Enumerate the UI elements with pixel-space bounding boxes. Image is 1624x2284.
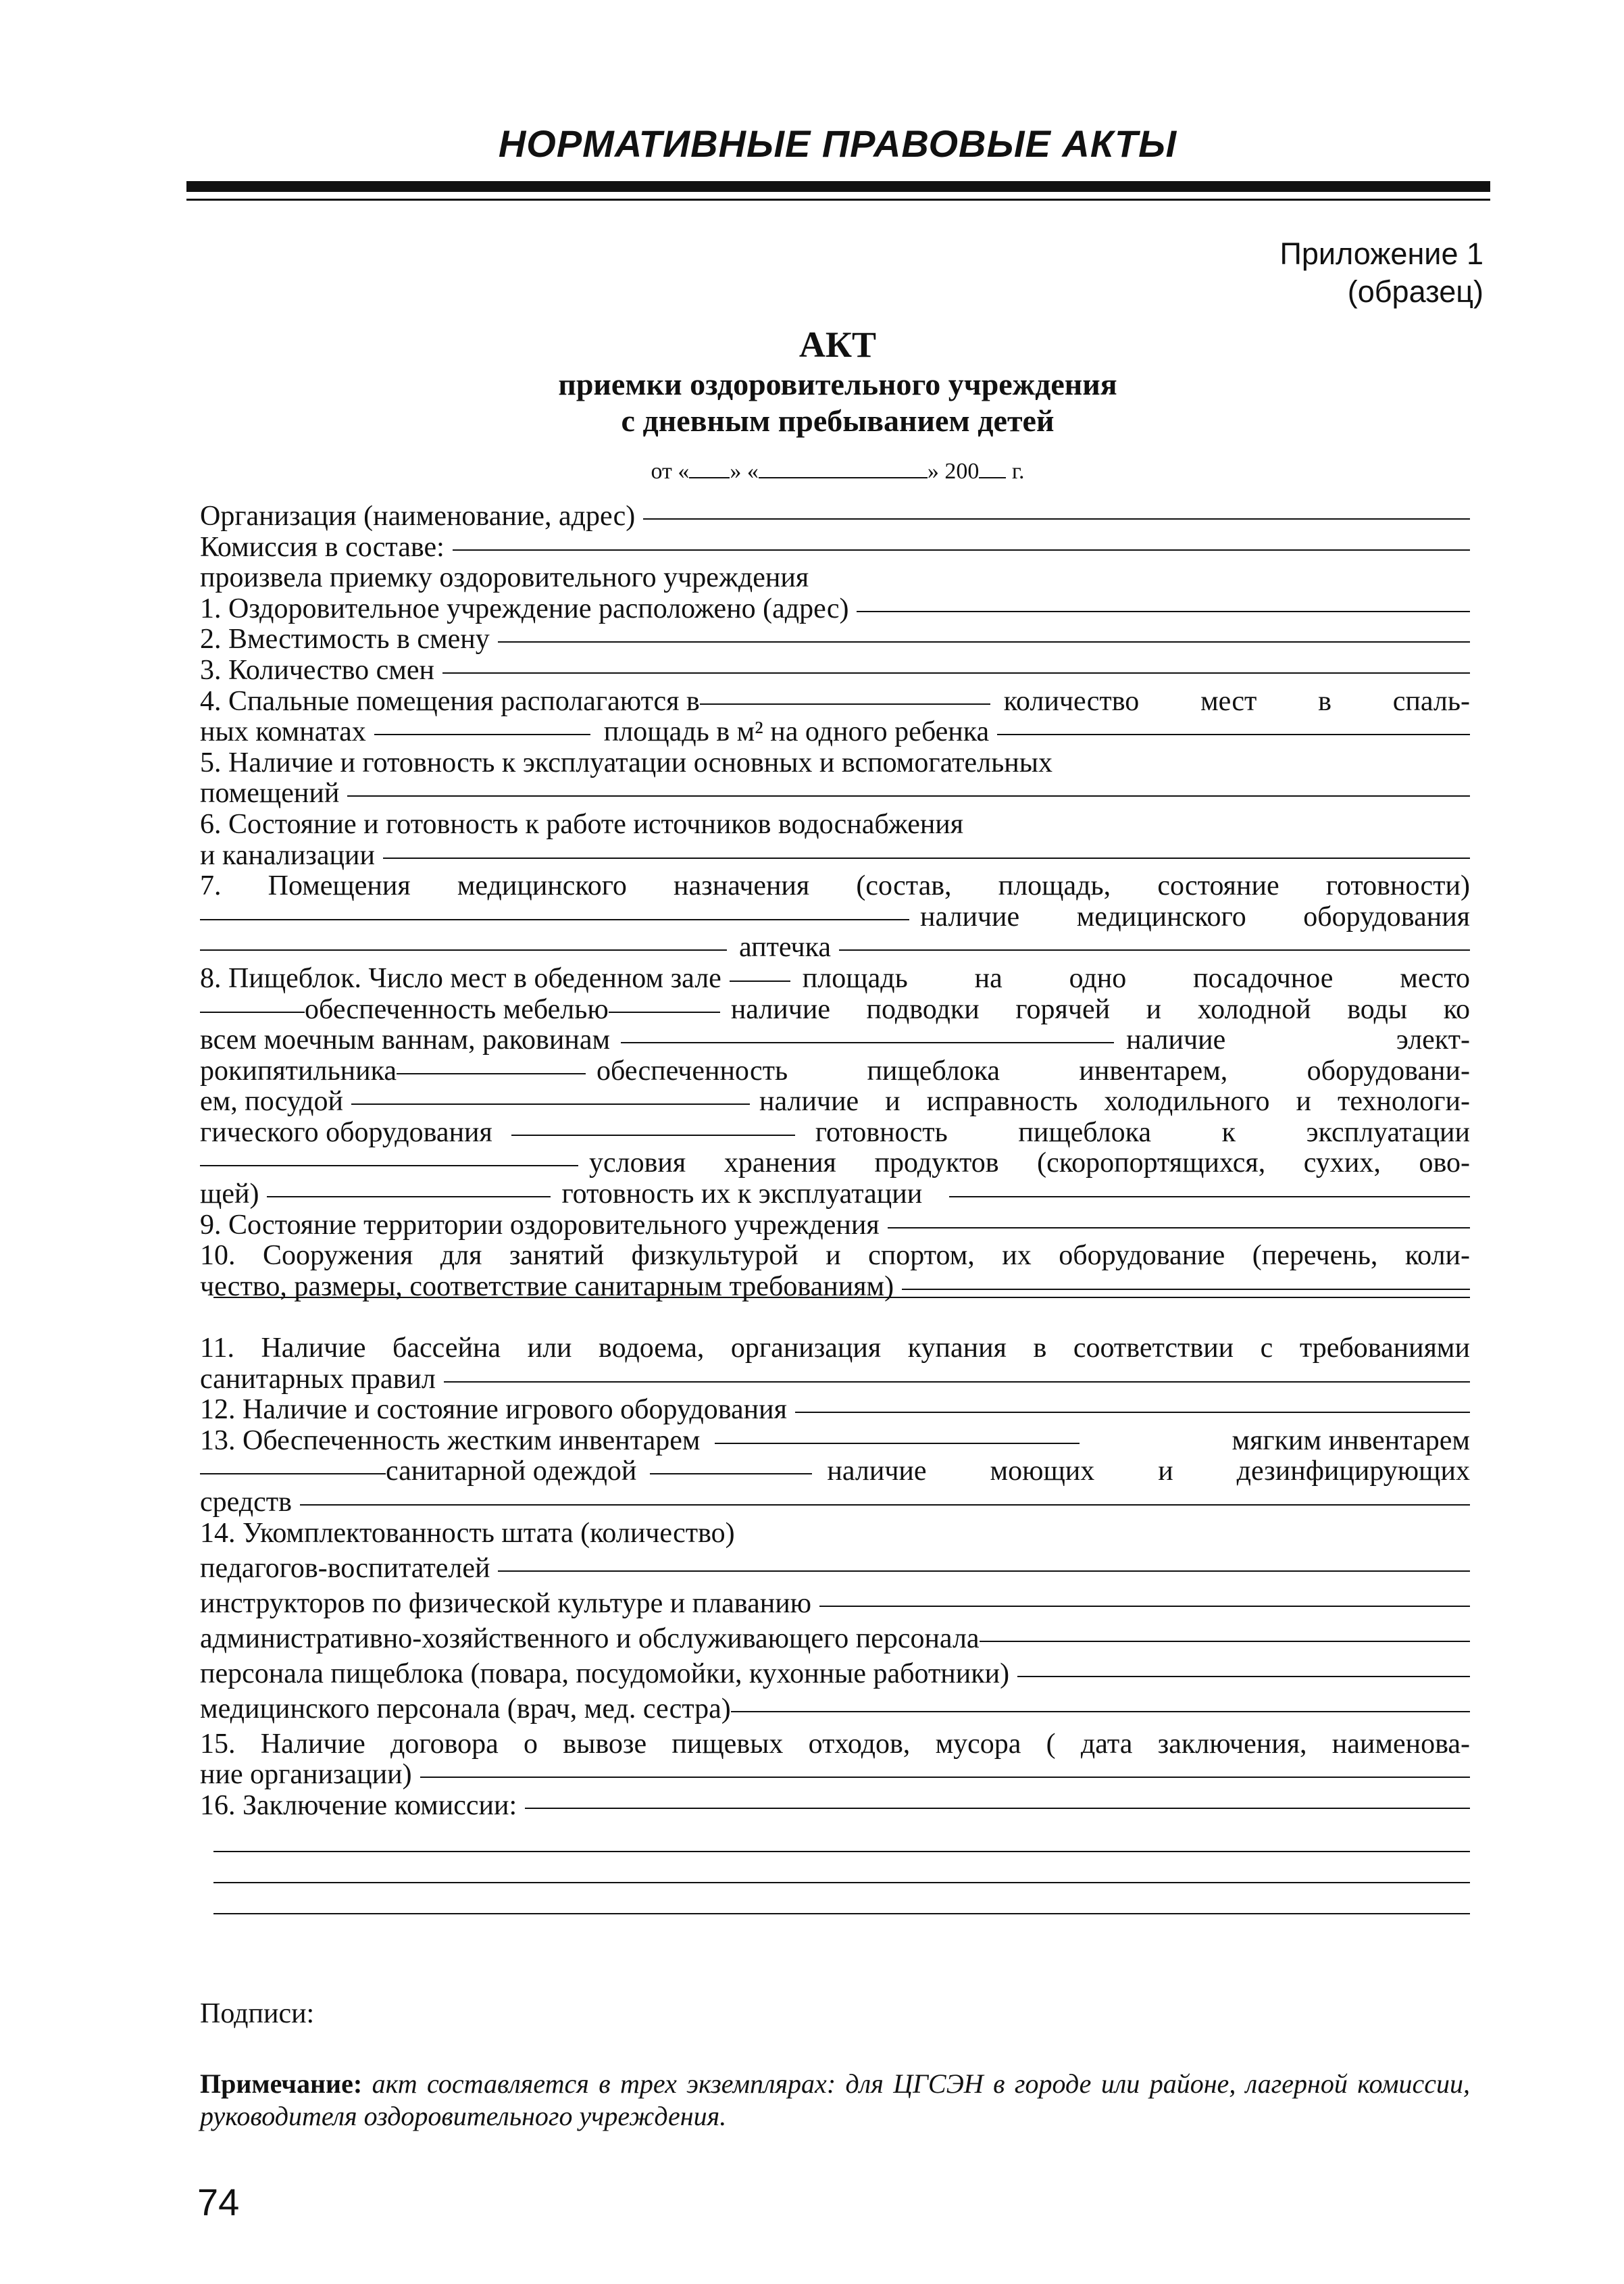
field-label-10a: 10. Сооружения для занятий физкультурой и спортом, их оборудование (перечень, коли-	[200, 1240, 1470, 1272]
field-label-14d: персонала пищеблока (повара, посудомойки, кухонные работники)	[200, 1658, 1010, 1689]
field-label-8b1: обеспеченность мебелью	[305, 993, 609, 1025]
fill-line-3[interactable]	[442, 672, 1470, 674]
field-label-10b: чество, размеры, соответствие санитарным требованиям)	[200, 1270, 894, 1302]
field-label-7a: 7. Помещения медицинского назначения (состав, площадь, состояние готовности)	[200, 870, 1470, 902]
field-label-13b2: наличие моющих и дезинфицирующих	[827, 1456, 1470, 1487]
field-label-15b: ние организации)	[200, 1759, 412, 1791]
field-label-13c: средств	[200, 1487, 292, 1518]
fill-line-13b1[interactable]	[200, 1473, 386, 1474]
fill-line-8a[interactable]	[730, 980, 790, 982]
fill-line-9[interactable]	[888, 1227, 1470, 1228]
fill-line-13c[interactable]	[300, 1504, 1470, 1506]
fill-line-org[interactable]	[643, 518, 1470, 520]
fill-line-8e[interactable]	[351, 1103, 750, 1105]
title-sub-2: с дневным пребыванием детей	[621, 403, 1055, 438]
fill-line-14d[interactable]	[1017, 1676, 1470, 1677]
fill-line-7b[interactable]	[200, 949, 727, 951]
fill-line-13a[interactable]	[715, 1443, 1080, 1444]
field-label-8d2: обеспеченность пищеблока инвентарем, оборудовани-	[597, 1055, 1470, 1087]
note	[200, 2068, 1470, 2133]
header-rule-thin	[186, 199, 1490, 201]
fill-line-11[interactable]	[444, 1381, 1470, 1383]
appendix-line-2: (образец)	[1347, 274, 1483, 309]
field-label-8h1: щей)	[200, 1178, 259, 1210]
fill-line-8f[interactable]	[511, 1135, 795, 1136]
field-label-13a1: 13. Обеспеченность жестким инвентарем	[200, 1424, 701, 1456]
fill-line-8d[interactable]	[397, 1073, 586, 1074]
field-label-6a: 6. Состояние и готовность к работе источников водоснабжения	[200, 808, 964, 840]
page-number: 74	[197, 2181, 240, 2223]
fill-line-14a[interactable]	[498, 1570, 1470, 1572]
field-label-4d: площадь в м² на одного ребенка	[603, 716, 990, 748]
fill-line-15[interactable]	[420, 1777, 1470, 1778]
fill-line-7c[interactable]	[839, 949, 1470, 951]
field-label-14e: медицинского персонала (врач, мед. сестра)	[200, 1693, 731, 1724]
date-prefix: от «	[651, 459, 690, 484]
date-suffix: г.	[1006, 459, 1025, 484]
conclusion-line-1[interactable]	[213, 1821, 1470, 1852]
conclusion-line-2[interactable]	[213, 1852, 1470, 1883]
fill-line-12[interactable]	[795, 1412, 1470, 1413]
appendix-line-1: Приложение 1	[1279, 237, 1483, 271]
fill-line-4c[interactable]	[374, 734, 590, 735]
field-label-7b: наличие медицинского оборудования	[920, 901, 1470, 933]
fill-line-14e[interactable]	[731, 1711, 1470, 1712]
field-label-7c: аптечка	[739, 932, 832, 964]
field-label-14: 14. Укомплектованность штата (количество)	[200, 1517, 735, 1549]
conclusion-line-3[interactable]	[213, 1883, 1470, 1914]
field-label-8f2: готовность пищеблока к эксплуатации	[815, 1116, 1470, 1148]
field-label-2: 2. Вместимость в смену	[200, 624, 490, 655]
field-label-14c: административно-хозяйственного и обслуживающего персонала	[200, 1622, 980, 1654]
note-label: Примечание:	[200, 2068, 363, 2099]
field-label-13b1: санитарной одеждой	[386, 1456, 637, 1487]
document-title	[189, 323, 1486, 439]
field-label-5b: помещений	[200, 778, 340, 810]
field-label-8d1: рокипятильника	[200, 1055, 397, 1087]
field-label-3: 3. Количество смен	[200, 654, 434, 686]
field-label-14a: педагогов-воспитателей	[200, 1552, 490, 1584]
fill-line-8b2[interactable]	[609, 1012, 720, 1013]
field-label-8e2: наличие и исправность холодильного и технологи-	[759, 1086, 1470, 1118]
date-month-blank[interactable]	[759, 457, 928, 478]
fill-line-16[interactable]	[525, 1808, 1470, 1809]
field-label-8h2: готовность их к эксплуатации	[561, 1178, 923, 1210]
field-label-6b: и канализации	[200, 839, 375, 871]
fill-line-8c[interactable]	[621, 1042, 1114, 1043]
section-header: НОРМАТИВНЫЕ ПРАВОВЫЕ АКТЫ	[498, 122, 1177, 165]
field-label-8a1: 8. Пищеблок. Число мест в обеденном зале	[200, 962, 721, 994]
fill-line-10a[interactable]	[902, 1289, 1470, 1290]
field-label-commission: Комиссия в составе:	[200, 531, 445, 563]
field-label-4b: количество мест в спаль-	[1003, 685, 1470, 717]
fill-line-8h1[interactable]	[267, 1196, 551, 1197]
date-year-blank[interactable]	[979, 457, 1006, 478]
date-mid-1: » «	[730, 459, 759, 484]
fill-line-8h2[interactable]	[949, 1196, 1470, 1197]
field-label-9: 9. Состояние территории оздоровительного учреждения	[200, 1209, 880, 1241]
field-label-16: 16. Заключение комиссии:	[200, 1789, 517, 1821]
field-label-1: 1. Оздоровительное учреждение расположено (адрес)	[200, 593, 849, 624]
fill-line-8b1[interactable]	[200, 1012, 305, 1013]
field-label-4a: 4. Спальные помещения располагаются в	[200, 685, 700, 717]
field-label-11a: 11. Наличие бассейна или водоема, организация купания в соответствии с требованиями	[200, 1333, 1470, 1364]
field-label-8c1: всем моечным ваннам, раковинам	[200, 1024, 611, 1056]
field-label-15a: 15. Наличие договора о вывозе пищевых отходов, мусора ( дата заключения, наименова-	[200, 1728, 1470, 1760]
field-label-8e1: ем, посудой	[200, 1086, 344, 1118]
title-main: АКТ	[798, 324, 877, 365]
fill-line-14b[interactable]	[819, 1606, 1470, 1607]
fill-line-13b2[interactable]	[650, 1473, 812, 1474]
field-label-4c: ных комнатах	[200, 716, 366, 748]
field-label-org: Организация (наименование, адрес)	[200, 501, 636, 532]
field-label-8b2: наличие подводки горячей и холодной воды ко	[730, 993, 1470, 1025]
fill-line-2[interactable]	[498, 641, 1470, 643]
signatures-label: Подписи:	[200, 1998, 315, 2029]
fill-line-5[interactable]	[347, 795, 1470, 797]
field-label-12: 12. Наличие и состояние игрового оборудования	[200, 1394, 787, 1426]
note-text: акт составляется в трех экземплярах: для ЦГСЭН в городе или районе, лагерной комиссии, руководителя оздоровительного учреждения.	[200, 2068, 1470, 2131]
fill-line-commission[interactable]	[453, 549, 1470, 551]
text-performed: произвела приемку оздоровительного учреждения	[200, 562, 809, 594]
fill-line-4a[interactable]	[700, 703, 990, 705]
appendix-label	[1280, 235, 1483, 311]
fill-line-1[interactable]	[857, 611, 1470, 612]
field-label-5a: 5. Наличие и готовность к эксплуатации основных и вспомогательных	[200, 747, 1052, 778]
fill-line-4d[interactable]	[997, 734, 1470, 735]
date-day-blank[interactable]	[689, 457, 730, 478]
field-label-14b: инструкторов по физической культуре и плаванию	[200, 1587, 812, 1619]
header-rule-thick	[186, 181, 1490, 192]
fill-line-7a[interactable]	[200, 919, 909, 920]
date-line	[189, 457, 1486, 485]
field-label-8f1: гического оборудования	[200, 1116, 492, 1148]
field-label-8a2: площадь на одно посадочное место	[802, 962, 1470, 994]
date-mid-2: » 200	[927, 459, 980, 484]
fill-line-6[interactable]	[383, 858, 1470, 859]
field-label-11b: санитарных правил	[200, 1363, 436, 1395]
field-label-8c2: наличие элект-	[1126, 1024, 1470, 1056]
field-label-13a2: мягким инвентарем	[1232, 1424, 1470, 1456]
title-sub-1: приемки оздоровительного учреждения	[558, 367, 1117, 401]
fill-line-10b[interactable]	[213, 1297, 1470, 1298]
field-label-8g: условия хранения продуктов (скоропортящихся, сухих, ово-	[589, 1147, 1470, 1179]
form-body	[200, 501, 1470, 1914]
fill-line-8g[interactable]	[200, 1165, 578, 1166]
fill-line-14c[interactable]	[980, 1641, 1470, 1642]
